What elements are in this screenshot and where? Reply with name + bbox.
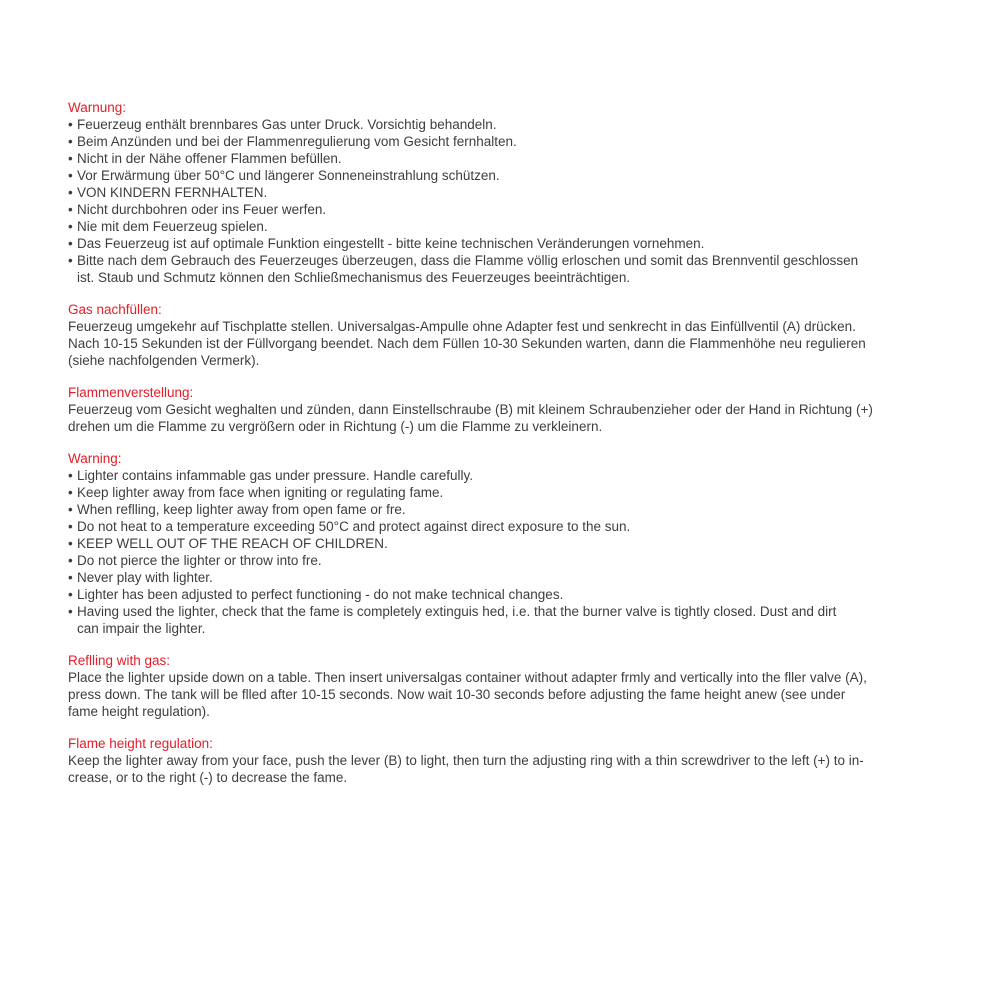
bullet-icon: • bbox=[68, 202, 73, 217]
text-lines bbox=[77, 535, 948, 552]
instruction-sheet-content bbox=[68, 99, 948, 786]
text-lines bbox=[77, 201, 948, 218]
text-line: Never play with lighter. bbox=[77, 570, 213, 585]
text-lines bbox=[77, 603, 948, 637]
text-lines bbox=[77, 116, 948, 133]
text-line: Do not heat to a temperature exceeding 50°C and protect against direct exposure to the sun. bbox=[77, 519, 631, 534]
text-line: Das Feuerzeug ist auf optimale Funktion eingestellt - bitte keine technischen Veränderungen vornehmen. bbox=[77, 236, 705, 251]
bullet-item bbox=[68, 569, 948, 586]
bullet-item bbox=[68, 201, 948, 218]
paragraph bbox=[68, 401, 948, 435]
bullet-icon: • bbox=[68, 134, 73, 149]
text-line: Keep the lighter away from your face, push the lever (B) to light, then turn the adjusting ring with a thin screwdriver to the left (+) to in- bbox=[68, 753, 864, 768]
bullet-icon: • bbox=[68, 253, 73, 268]
bullet-icon: • bbox=[68, 185, 73, 200]
text-lines bbox=[77, 167, 948, 184]
bullet-item bbox=[68, 467, 948, 484]
bullet-item bbox=[68, 518, 948, 535]
text-line: Nicht durchbohren oder ins Feuer werfen. bbox=[77, 202, 327, 217]
section-heading: Warning: bbox=[68, 451, 122, 466]
bullet-icon: • bbox=[68, 502, 73, 517]
text-line: Feuerzeug vom Gesicht weghalten und zünden, dann Einstellschraube (B) mit kleinem Schraubenzieher oder der Hand in Richtung (+) bbox=[68, 402, 873, 417]
text-lines bbox=[77, 252, 948, 286]
text-line: Having used the lighter, check that the fame is completely extinguis hed, i.e. that the burner valve is tightly closed. Dust and dirt bbox=[77, 604, 837, 619]
text-line: crease, or to the right (-) to decrease the fame. bbox=[68, 770, 348, 785]
text-lines bbox=[77, 569, 948, 586]
bullet-icon: • bbox=[68, 485, 73, 500]
section-heading: Flammenverstellung: bbox=[68, 385, 194, 400]
bullet-icon: • bbox=[68, 168, 73, 183]
bullet-item bbox=[68, 535, 948, 552]
text-line: (siehe nachfolgenden Vermerk). bbox=[68, 353, 260, 368]
text-line: ist. Staub und Schmutz können den Schließmechanismus des Feuerzeuges beeinträchtigen. bbox=[77, 270, 631, 285]
text-lines bbox=[68, 752, 948, 786]
bullet-item bbox=[68, 235, 948, 252]
bullet-icon: • bbox=[68, 519, 73, 534]
section bbox=[68, 450, 948, 637]
text-line: VON KINDERN FERNHALTEN. bbox=[77, 185, 268, 200]
bullet-icon: • bbox=[68, 570, 73, 585]
text-lines bbox=[68, 318, 948, 369]
text-lines bbox=[77, 184, 948, 201]
text-line: KEEP WELL OUT OF THE REACH OF CHILDREN. bbox=[77, 536, 388, 551]
text-line: Do not pierce the lighter or throw into fre. bbox=[77, 553, 322, 568]
bullet-item bbox=[68, 552, 948, 569]
text-line: fame height regulation). bbox=[68, 704, 210, 719]
text-lines bbox=[77, 467, 948, 484]
section bbox=[68, 99, 948, 286]
text-lines bbox=[68, 401, 948, 435]
text-line: Feuerzeug umgekehr auf Tischplatte stellen. Universalgas-Ampulle ohne Adapter fest und senkrecht in das Einfüllventil (A) drücken. bbox=[68, 319, 856, 334]
section-heading: Flame height regulation: bbox=[68, 736, 213, 751]
section bbox=[68, 301, 948, 369]
text-line: Feuerzeug enthält brennbares Gas unter Druck. Vorsichtig behandeln. bbox=[77, 117, 497, 132]
paragraph bbox=[68, 669, 948, 720]
text-lines bbox=[77, 518, 948, 535]
bullet-item bbox=[68, 184, 948, 201]
text-line: Vor Erwärmung über 50°C und längerer Sonneneinstrahlung schützen. bbox=[77, 168, 500, 183]
text-lines bbox=[77, 552, 948, 569]
bullet-item bbox=[68, 252, 948, 286]
text-line: Nach 10-15 Sekunden ist der Füllvorgang beendet. Nach dem Füllen 10-30 Sekunden warten, dann die Flammenhöhe neu regulieren bbox=[68, 336, 866, 351]
text-line: Beim Anzünden und bei der Flammenregulierung vom Gesicht fernhalten. bbox=[77, 134, 517, 149]
text-lines bbox=[77, 484, 948, 501]
paragraph bbox=[68, 752, 948, 786]
bullet-item bbox=[68, 484, 948, 501]
bullet-item bbox=[68, 603, 948, 637]
text-line: Lighter has been adjusted to perfect functioning - do not make technical changes. bbox=[77, 587, 564, 602]
bullet-icon: • bbox=[68, 117, 73, 132]
bullet-icon: • bbox=[68, 151, 73, 166]
section bbox=[68, 652, 948, 720]
text-lines bbox=[77, 501, 948, 518]
text-lines bbox=[77, 586, 948, 603]
bullet-icon: • bbox=[68, 236, 73, 251]
bullet-icon: • bbox=[68, 536, 73, 551]
section-heading: Gas nachfüllen: bbox=[68, 302, 162, 317]
bullet-icon: • bbox=[68, 553, 73, 568]
bullet-item bbox=[68, 167, 948, 184]
text-line: press down. The tank will be flled after 10-15 seconds. Now wait 10-30 seconds before adjusting the fame height anew (see under bbox=[68, 687, 846, 702]
text-line: Lighter contains infammable gas under pressure. Handle carefully. bbox=[77, 468, 473, 483]
text-line: drehen um die Flamme zu vergrößern oder in Richtung (-) um die Flamme zu verkleinern. bbox=[68, 419, 603, 434]
text-line: Bitte nach dem Gebrauch des Feuerzeuges überzeugen, dass die Flamme völlig erloschen und somit das Brennventil geschlossen bbox=[77, 253, 859, 268]
text-lines bbox=[77, 218, 948, 235]
text-lines bbox=[68, 669, 948, 720]
bullet-item bbox=[68, 133, 948, 150]
section bbox=[68, 735, 948, 786]
bullet-icon: • bbox=[68, 587, 73, 602]
bullet-icon: • bbox=[68, 468, 73, 483]
text-line: Nie mit dem Feuerzeug spielen. bbox=[77, 219, 268, 234]
text-lines bbox=[77, 150, 948, 167]
paragraph bbox=[68, 318, 948, 369]
text-line: can impair the lighter. bbox=[77, 621, 206, 636]
bullet-item bbox=[68, 150, 948, 167]
text-lines bbox=[77, 133, 948, 150]
section-heading: Warnung: bbox=[68, 100, 127, 115]
text-line: Keep lighter away from face when igniting or regulating fame. bbox=[77, 485, 444, 500]
bullet-item bbox=[68, 218, 948, 235]
section-heading: Reflling with gas: bbox=[68, 653, 171, 668]
text-line: When reflling, keep lighter away from open fame or fre. bbox=[77, 502, 406, 517]
text-lines bbox=[77, 235, 948, 252]
bullet-item bbox=[68, 116, 948, 133]
bullet-item bbox=[68, 501, 948, 518]
bullet-icon: • bbox=[68, 604, 73, 619]
bullet-item bbox=[68, 586, 948, 603]
bullet-icon: • bbox=[68, 219, 73, 234]
text-line: Place the lighter upside down on a table. Then insert universalgas container without adapter frmly and vertically into the fller valve (A), bbox=[68, 670, 867, 685]
section bbox=[68, 384, 948, 435]
text-line: Nicht in der Nähe offener Flammen befüllen. bbox=[77, 151, 342, 166]
